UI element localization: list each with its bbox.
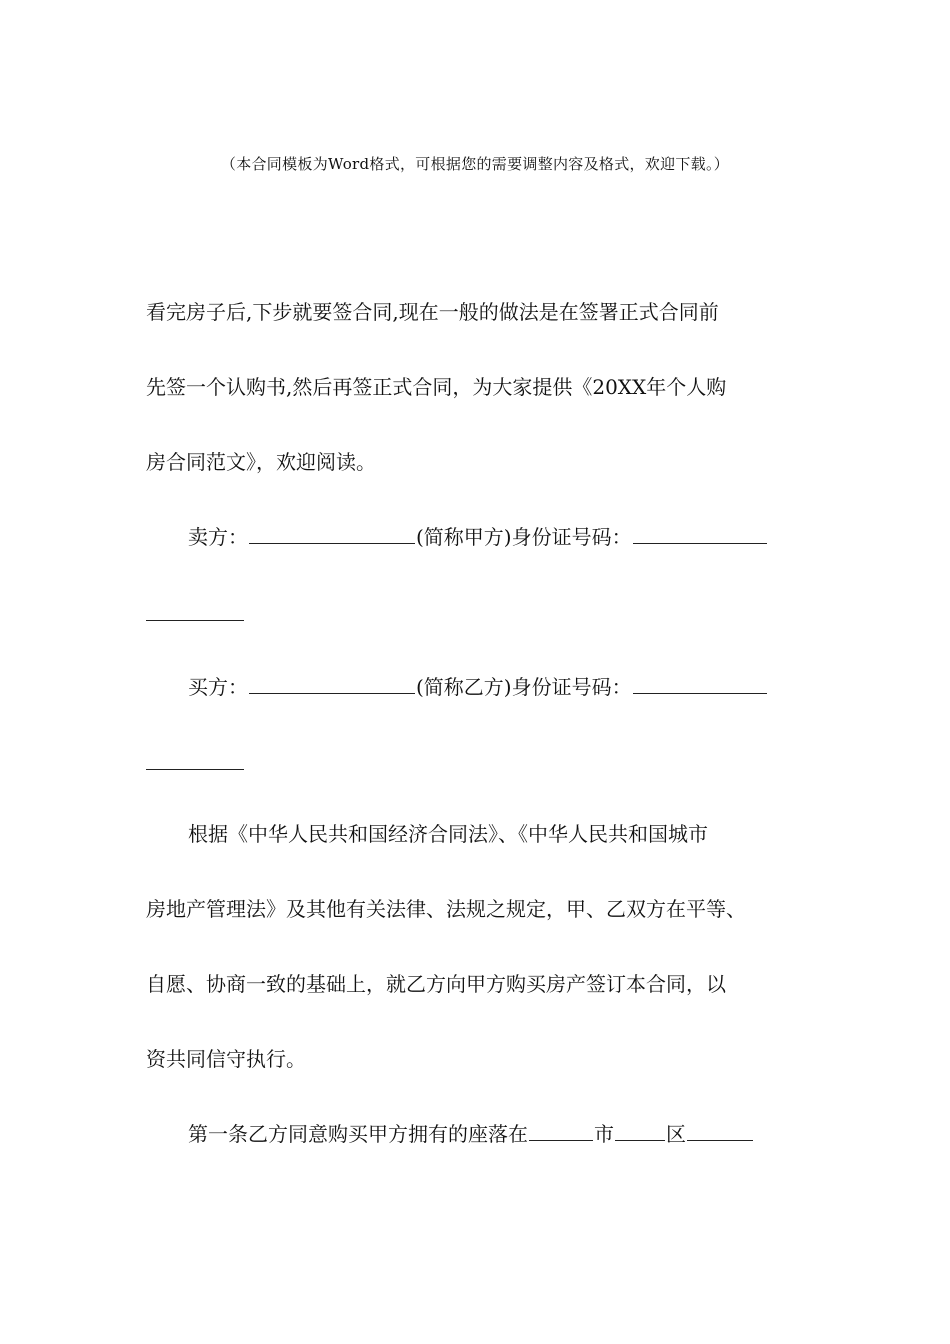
intro-line-1: 看完房子后,下步就要签合同,现在一般的做法是在签署正式合同前	[146, 300, 719, 324]
article-1-line	[188, 1117, 858, 1151]
basis-line-1: 根据《中华人民共和国经济合同法》、《中华人民共和国城市	[188, 822, 708, 846]
basis-line-2: 房地产管理法》及其他有关法律、法规之规定，甲、乙双方在平等、	[146, 897, 746, 921]
district-suffix: 区	[666, 1122, 686, 1146]
district-blank[interactable]	[615, 1118, 665, 1141]
city-blank[interactable]	[529, 1118, 593, 1141]
buyer-short-name: (简称乙方)	[416, 675, 512, 699]
buyer-id-blank[interactable]	[633, 671, 767, 694]
address-blank[interactable]	[687, 1118, 753, 1141]
article-1-text: 第一条乙方同意购买甲方拥有的座落在	[188, 1122, 528, 1146]
buyer-id-blank-continued[interactable]	[146, 769, 244, 770]
buyer-line	[188, 670, 858, 704]
seller-id-blank-continued[interactable]	[146, 620, 244, 621]
seller-name-blank[interactable]	[249, 521, 415, 544]
seller-line	[188, 520, 858, 554]
seller-label: 卖方：	[188, 525, 248, 549]
seller-id-label: 身份证号码：	[511, 525, 632, 549]
intro-line-3: 房合同范文》，欢迎阅读。	[146, 450, 376, 474]
buyer-name-blank[interactable]	[249, 671, 415, 694]
buyer-id-label: 身份证号码：	[511, 675, 632, 699]
basis-line-3: 自愿、协商一致的基础上，就乙方向甲方购买房产签订本合同，以	[146, 972, 726, 996]
intro-line-2: 先签一个认购书,然后再签正式合同，为大家提供《20XX年个人购	[146, 375, 727, 399]
basis-line-4: 资共同信守执行。	[146, 1047, 306, 1071]
seller-short-name: (简称甲方)	[416, 525, 512, 549]
template-note: （本合同模板为Word格式，可根据您的需要调整内容及格式，欢迎下载。）	[220, 155, 730, 173]
buyer-label: 买方：	[188, 675, 248, 699]
city-suffix: 市	[594, 1122, 614, 1146]
seller-id-blank[interactable]	[633, 521, 767, 544]
